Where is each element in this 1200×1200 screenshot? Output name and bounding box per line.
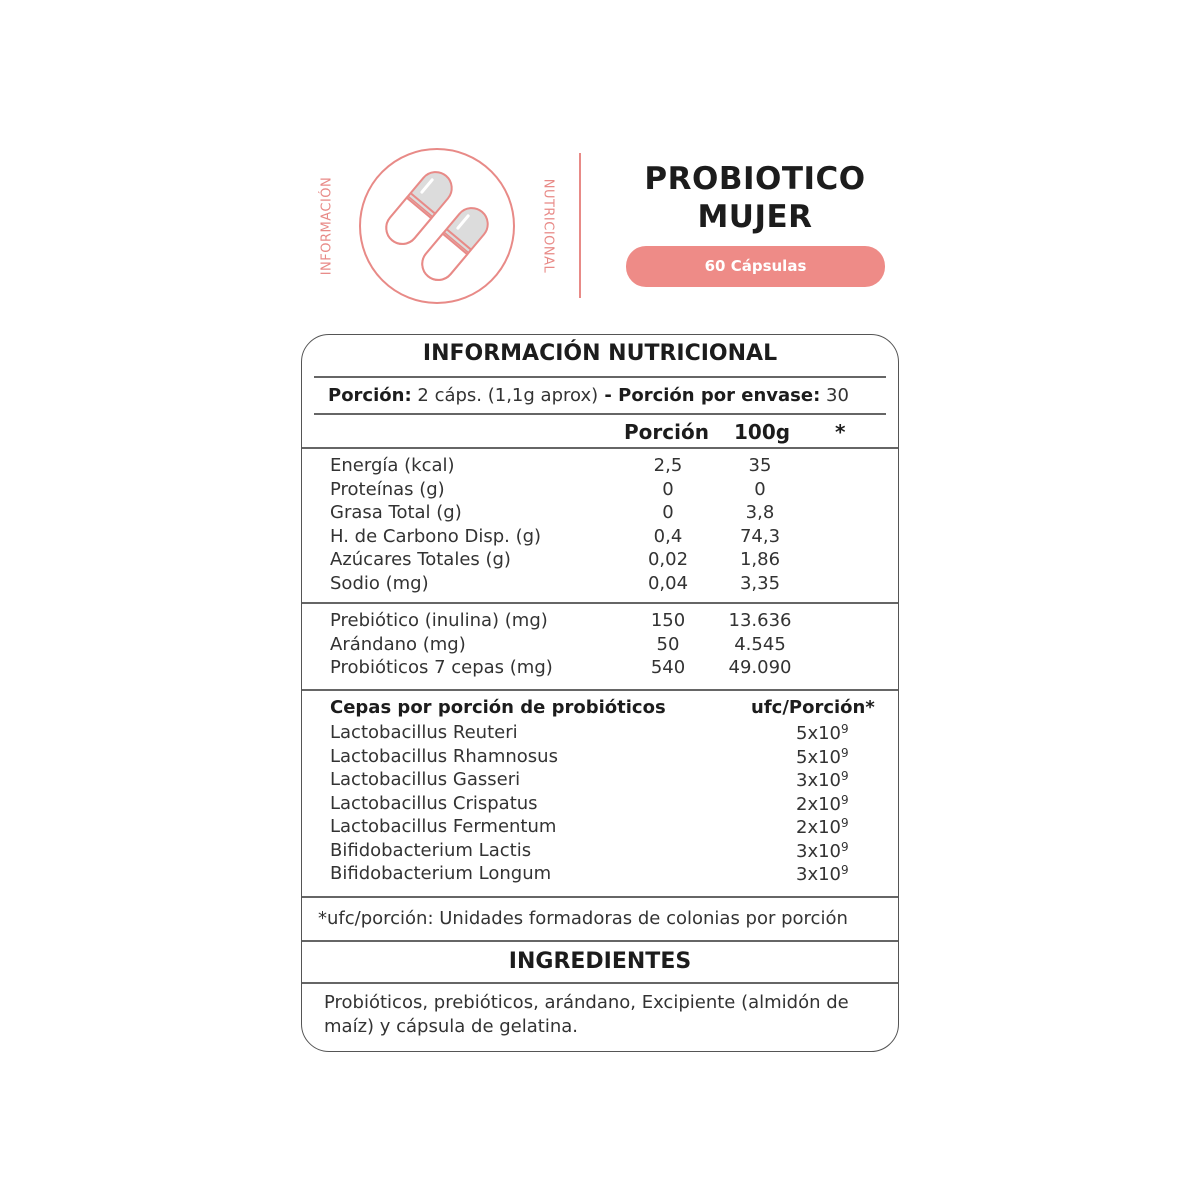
nutrient-row bbox=[302, 501, 898, 525]
strain-ufc-value bbox=[796, 722, 849, 744]
nutrient-portion-value: 0 bbox=[662, 502, 674, 523]
strain-label: Lactobacillus Rhamnosus bbox=[330, 745, 558, 767]
strain-ufc-base: 2x10 bbox=[796, 817, 842, 838]
ingredients-title: INGREDIENTES bbox=[508, 949, 692, 974]
nutrient-row bbox=[302, 548, 898, 572]
nutrient-100g-value: 13.636 bbox=[728, 610, 792, 631]
strains-col-header: ufc/Porción* bbox=[751, 697, 875, 718]
capsule-icon bbox=[359, 148, 515, 304]
strain-ufc-exponent: 9 bbox=[841, 745, 849, 760]
portion-separator: - bbox=[598, 385, 619, 406]
col-header-star: * bbox=[835, 420, 846, 444]
strain-ufc-value bbox=[796, 816, 849, 838]
ingredients-text: Probióticos, prebióticos, arándano, Excipiente (almidón de maíz) y cápsula de gelatina. bbox=[324, 992, 849, 1037]
nutrient-row bbox=[302, 454, 898, 478]
strain-ufc-base: 3x10 bbox=[796, 864, 842, 885]
strain-ufc-value bbox=[796, 863, 849, 885]
strain-ufc-exponent: 9 bbox=[841, 863, 849, 877]
nutrient-label: Sodio (mg) bbox=[330, 572, 429, 594]
strain-ufc-value bbox=[796, 840, 849, 862]
strain-ufc-base: 2x10 bbox=[796, 793, 842, 815]
nutrient-portion-value: 150 bbox=[650, 610, 686, 631]
nutrient-portion-value: 2,5 bbox=[653, 455, 683, 476]
nutrient-100g-value: 0 bbox=[754, 478, 766, 500]
side-label-right: NUTRICIONAL bbox=[540, 178, 556, 274]
nutrient-100g-value: 35 bbox=[748, 455, 772, 476]
nutrition-panel bbox=[301, 334, 899, 1052]
nutrient-row bbox=[302, 572, 898, 596]
divider bbox=[302, 896, 898, 898]
divider bbox=[314, 376, 886, 378]
portion-info bbox=[328, 385, 849, 406]
header-divider bbox=[579, 153, 581, 298]
nutrient-label: Energía (kcal) bbox=[330, 455, 455, 476]
portion-label: Porción: bbox=[328, 385, 412, 406]
nutrient-row bbox=[302, 478, 898, 502]
strain-ufc-exponent: 9 bbox=[841, 722, 849, 736]
nutrient-portion-value: 0,02 bbox=[647, 549, 689, 570]
strain-ufc-base: 3x10 bbox=[796, 840, 842, 862]
strain-ufc-exponent: 9 bbox=[841, 816, 849, 830]
nutrient-label: H. de Carbono Disp. (g) bbox=[330, 525, 542, 547]
nutrient-label: Azúcares Totales (g) bbox=[330, 549, 511, 570]
col-header-100g: 100g bbox=[734, 420, 791, 444]
divider bbox=[302, 982, 898, 984]
nutrient-portion-value: 540 bbox=[650, 657, 686, 678]
strain-ufc-value bbox=[796, 746, 849, 768]
strain-ufc-value bbox=[796, 793, 849, 815]
strain-label: Bifidobacterium Lactis bbox=[330, 839, 532, 861]
strain-label: Lactobacillus Gasseri bbox=[330, 769, 521, 790]
nutrient-100g-value: 3,8 bbox=[745, 502, 775, 523]
nutrient-portion-value: 0,04 bbox=[647, 572, 689, 594]
per-pack-label: Porción por envase: bbox=[618, 385, 821, 406]
portion-value: 2 cáps. (1,1g aprox) bbox=[417, 385, 599, 406]
nutrient-row bbox=[302, 525, 898, 549]
nutrient-label: Arándano (mg) bbox=[330, 633, 466, 655]
nutrient-100g-value: 3,35 bbox=[739, 572, 781, 594]
nutrient-label: Probióticos 7 cepas (mg) bbox=[330, 657, 553, 678]
nutrient-row bbox=[302, 609, 898, 633]
logo-circle bbox=[359, 148, 515, 304]
strain-ufc-base: 3x10 bbox=[796, 770, 842, 791]
nutrient-100g-value: 1,86 bbox=[739, 549, 781, 570]
divider bbox=[314, 413, 886, 415]
nutrient-portion-value: 0 bbox=[662, 478, 674, 500]
strain-ufc-exponent: 9 bbox=[841, 839, 849, 854]
strain-ufc-exponent: 9 bbox=[841, 769, 849, 783]
divider bbox=[302, 940, 898, 942]
nutrient-portion-value: 50 bbox=[656, 633, 680, 655]
nutrient-label: Grasa Total (g) bbox=[330, 502, 462, 523]
nutrient-100g-value: 49.090 bbox=[728, 657, 792, 678]
strain-label: Bifidobacterium Longum bbox=[330, 863, 552, 884]
nutrient-label: Proteínas (g) bbox=[330, 478, 445, 500]
strain-ufc-base: 5x10 bbox=[796, 723, 842, 744]
nutrient-100g-value: 74,3 bbox=[739, 525, 781, 547]
strains-header: Cepas por porción de probióticos bbox=[330, 697, 666, 718]
divider bbox=[302, 602, 898, 604]
col-header-portion: Porción bbox=[624, 420, 709, 444]
strain-label: Lactobacillus Reuteri bbox=[330, 722, 518, 743]
strain-label: Lactobacillus Fermentum bbox=[330, 816, 557, 837]
side-label-left: INFORMACIÓN bbox=[319, 176, 335, 276]
nutrient-100g-value: 4.545 bbox=[734, 633, 786, 655]
product-title bbox=[625, 160, 885, 236]
product-title-line1: PROBIOTICO bbox=[644, 161, 866, 197]
strain-ufc-base: 5x10 bbox=[796, 746, 842, 768]
per-pack-value: 30 bbox=[826, 385, 849, 406]
strain-label: Lactobacillus Crispatus bbox=[330, 792, 538, 814]
product-header bbox=[0, 0, 1200, 320]
nutrient-row bbox=[302, 656, 898, 680]
divider bbox=[302, 689, 898, 691]
strain-ufc-exponent: 9 bbox=[841, 792, 849, 807]
nutrient-portion-value: 0,4 bbox=[653, 525, 683, 547]
footnote: *ufc/porción: Unidades formadoras de colonias por porción bbox=[318, 908, 848, 929]
panel-title: INFORMACIÓN NUTRICIONAL bbox=[422, 341, 778, 366]
divider bbox=[302, 447, 898, 449]
nutrient-row bbox=[302, 633, 898, 657]
nutrient-label: Prebiótico (inulina) (mg) bbox=[330, 610, 548, 631]
product-title-line2: MUJER bbox=[697, 199, 813, 235]
capsule-count-badge: 60 Cápsulas bbox=[626, 246, 885, 287]
strain-ufc-value bbox=[796, 769, 849, 791]
